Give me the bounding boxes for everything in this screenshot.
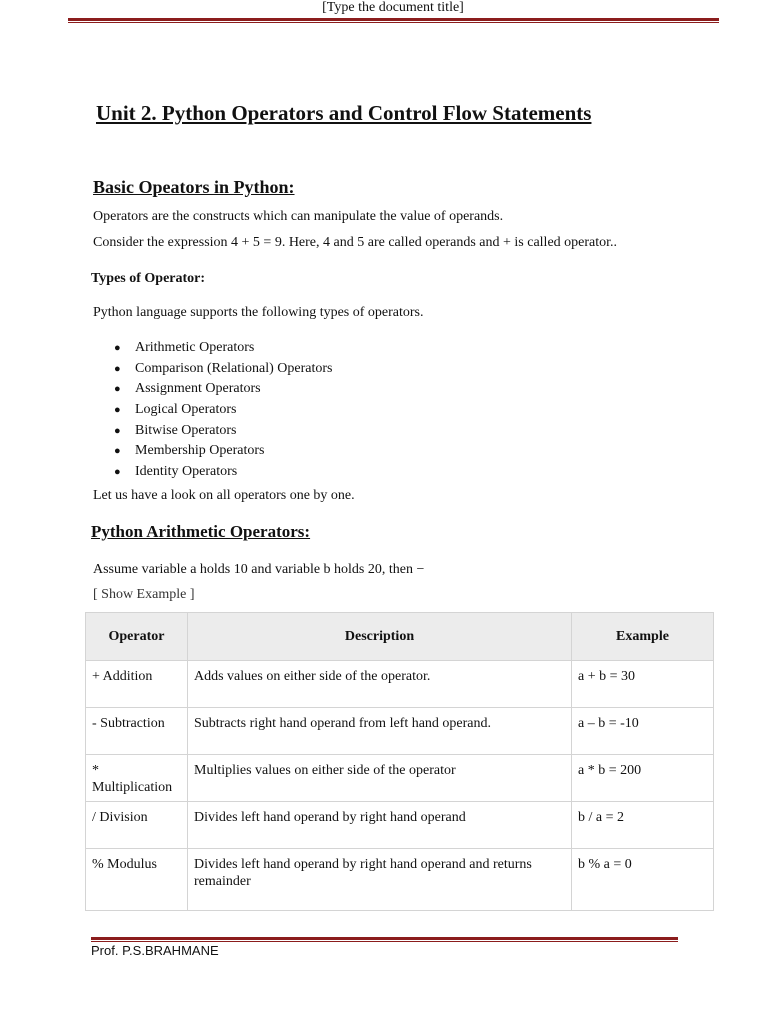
unit-title: Unit 2. Python Operators and Control Flow Statements <box>96 101 592 125</box>
description-cell: Divides left hand operand by right hand operand <box>188 802 572 849</box>
header-rule-thin <box>68 22 719 23</box>
header-rule <box>68 18 719 21</box>
bullet-icon: ● <box>114 404 121 417</box>
list-item: ● Logical Operators <box>114 400 333 421</box>
footer-rule-thin <box>91 941 678 942</box>
example-cell: a * b = 200 <box>572 755 714 802</box>
description-cell: Divides left hand operand by right hand operand and returns remainder <box>188 849 572 911</box>
table-row <box>86 708 714 755</box>
list-item: ● Comparison (Relational) Operators <box>114 359 333 380</box>
types-of-operator-heading: Types of Operator: <box>91 271 206 286</box>
bullet-icon: ● <box>114 342 121 354</box>
example-cell: a – b = -10 <box>572 708 714 755</box>
operator-cell: / Division <box>86 802 188 849</box>
basic-operators-para-1: Operators are the constructs which can manipulate the value of operands. <box>93 209 504 224</box>
operator-cell: % Modulus <box>86 849 188 911</box>
table-row <box>86 802 714 849</box>
assume-variables-text: Assume variable a holds 10 and variable b holds 20, then − <box>93 562 425 577</box>
list-item: ● Arithmetic Operators <box>114 338 333 359</box>
bullet-icon: ● <box>114 424 121 437</box>
example-cell: b % a = 0 <box>572 849 714 911</box>
column-header-operator: Operator <box>86 613 188 661</box>
table-row <box>86 755 714 802</box>
description-cell: Subtracts right hand operand from left hand operand. <box>188 708 572 755</box>
table-header-row <box>86 613 714 661</box>
operator-cell: + Addition <box>86 661 188 708</box>
arithmetic-operators-heading: Python Arithmetic Operators: <box>91 522 311 541</box>
footer-rule <box>91 937 678 940</box>
bullet-icon: ● <box>114 445 121 458</box>
bullet-icon: ● <box>114 466 121 479</box>
description-cell: Multiplies values on either side of the operator <box>188 755 572 802</box>
arithmetic-operators-table <box>85 612 714 911</box>
bullet-icon: ● <box>114 383 121 396</box>
operator-cell: - Subtraction <box>86 708 188 755</box>
show-example-link[interactable]: [ Show Example ] <box>93 587 195 602</box>
basic-operators-para-2: Consider the expression 4 + 5 = 9. Here, 4 and 5 are called operands and + is called operator.. <box>93 235 618 250</box>
column-header-example: Example <box>572 613 714 661</box>
example-cell: a + b = 30 <box>572 661 714 708</box>
list-item: ● Identity Operators <box>114 462 333 483</box>
operator-cell: * Multiplication <box>86 755 188 802</box>
column-header-description: Description <box>188 613 572 661</box>
description-cell: Adds values on either side of the operator. <box>188 661 572 708</box>
list-item: ● Membership Operators <box>114 441 333 462</box>
types-outro: Let us have a look on all operators one by one. <box>93 488 355 503</box>
table-row <box>86 849 714 911</box>
operator-types-list <box>114 338 333 483</box>
bullet-icon: ● <box>114 362 121 375</box>
types-intro: Python language supports the following types of operators. <box>93 305 424 320</box>
list-item: ● Bitwise Operators <box>114 421 333 442</box>
example-cell: b / a = 2 <box>572 802 714 849</box>
table-row <box>86 661 714 708</box>
footer-author: Prof. P.S.BRAHMANE <box>91 943 219 958</box>
list-item: ● Assignment Operators <box>114 379 333 400</box>
basic-operators-heading: Basic Opeators in Python: <box>93 177 295 197</box>
document-header-title: [Type the document title] <box>322 0 464 15</box>
